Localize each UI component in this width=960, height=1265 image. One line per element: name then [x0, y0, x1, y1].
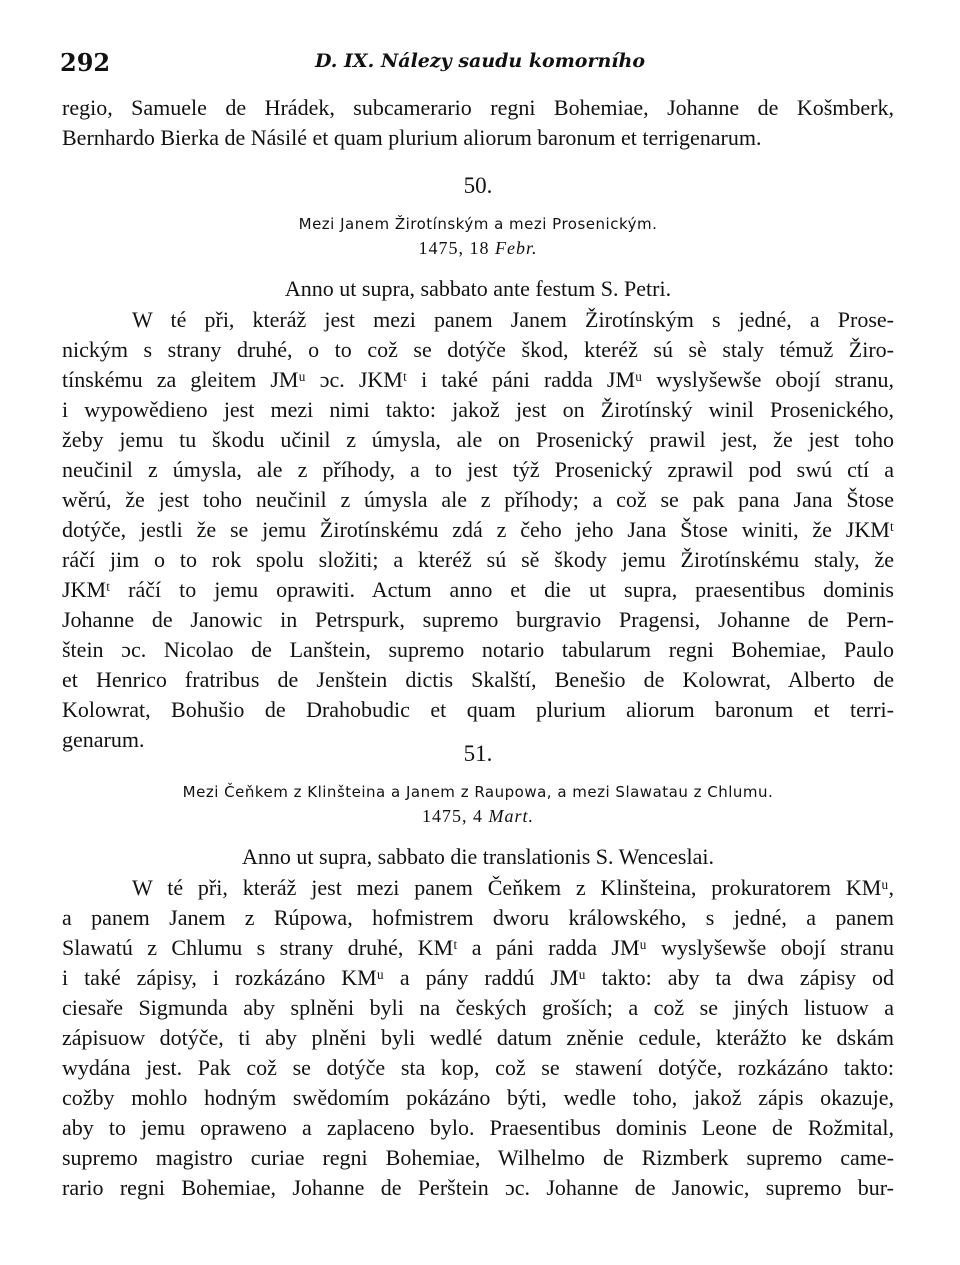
date-year: 1475, 18	[418, 238, 490, 258]
section-rubric: Mezi Čeňkem z Klinšteina a Janem z Raupowa, a mezi Slawatau z Chlumu.	[182, 783, 774, 801]
section-number: 51.	[463, 741, 493, 766]
text-line: cožby mohlo hodným swědomím pokázáno býti, wedle toho, jakož zápis okazuje,	[62, 1085, 894, 1110]
text-line: aby to jemu oprawеno a zaplaceno bylo. Praesentibus dominis Leone de Rožmital,	[62, 1115, 894, 1140]
date-year: 1475, 4	[422, 806, 483, 826]
text-line: genarum.	[62, 727, 145, 752]
text-line: nickým s strany druhé, o to což se dotýče škod, kteréž sú sè staly témuž Žiro-	[62, 337, 894, 362]
text-line: ciesaře Sigmunda aby splněni byli na českých groších; a což se jiných listuow a	[62, 995, 894, 1020]
text-line: Kolowrat, Bohušio de Drahobudic et quam plurium aliorum baronum et terri-	[62, 697, 894, 722]
text-line: Slawatú z Chlumu s strany druhé, KMᵗ a páni radda JMᵘ wyslyšewše obojí stranu	[62, 935, 894, 960]
text-line: supremo magistro curiae regni Bohemiae, Wilhelmo de Rizmberk supremo came-	[62, 1145, 894, 1170]
text-line: JKMᵗ ráčí to jemu oprawiti. Actum anno et die ut supra, praesentibus dominis	[62, 577, 894, 602]
section-date	[62, 234, 894, 262]
text-line: i wypowědieno jest mezi nimi takto: jakož jest on Žirotínský winil Prosenického,	[62, 397, 894, 422]
section-number: 50.	[463, 173, 493, 198]
section-subtitle: Anno ut supra, sabbato ante festum S. Petri.	[284, 276, 672, 301]
page-header	[60, 48, 900, 78]
section-subtitle: Anno ut supra, sabbato die translationis S. Wenceslai.	[242, 844, 714, 869]
page-number: 292	[60, 48, 111, 77]
text-line: wydána jest. Pak což se dotýče sta kop, což se stawení dotýče, rozkázáno takto:	[62, 1055, 894, 1080]
date-month: Mart.	[488, 806, 534, 826]
text-line: Johanne de Janowic in Petrspurk, supremo burgravio Pragensi, Johanne de Pern-	[62, 607, 894, 632]
text-line: W té při, kteráž jest mezi panem Čeňkem z Klinšteina, prokuratorem KMᵘ,	[132, 875, 894, 900]
section-rubric: Mezi Janem Žirotínským a mezi Prosenickým.	[298, 215, 658, 233]
text-line: regio, Samuele de Hrádek, subcamerario regni Bohemiae, Johanne de Košmberk,	[62, 95, 894, 120]
text-line: ráčí jim o to rok spolu složiti; a kteréž sú sě škody jemu Žirotínskému staly, že	[62, 547, 894, 572]
text-line: i také zápisy, i rozkázáno KMᵘ a pány raddú JMᵘ takto: aby ta dwa zápisy od	[62, 965, 894, 990]
text-line: zápisuow dotýče, ti aby plněni byli wedlé datum zněnie cedule, kterážto ke dskám	[62, 1025, 894, 1050]
running-head: D. IX. Nálezy saudu komorního	[315, 50, 645, 72]
text-line: et Henrico fratribus de Jenštein dictis Skalští, Benešio de Kolowrat, Alberto de	[62, 667, 894, 692]
text-line: žeby jemu tu škodu učinil z úmysla, ale on Prosenický prawil jest, že jest toho	[62, 427, 894, 452]
section-date	[62, 802, 894, 830]
date-month: Febr.	[495, 238, 538, 258]
text-line: dotýče, jestli že se jemu Žirotínskému zdá z čeho jeho Jana Štose winiti, že JKMᵗ	[62, 517, 894, 542]
text-line: neučinil z úmysla, ale z příhody, a to jest týž Prosenický zprawil pod swú ctí a	[62, 457, 894, 482]
text-line: a panem Janem z Rúpowa, hofmistrem dworu králowského, s jedné, a panem	[62, 905, 894, 930]
text-line: rario regni Bohemiae, Johanne de Perštein ɔc. Johanne de Janowic, supremo bur-	[62, 1175, 894, 1200]
text-line: wěrú, že jest toho neučinil z úmysla ale z příhody; a což se pak pana Jana Štose	[62, 487, 894, 512]
text-line: štein ɔc. Nicolao de Lanštein, supremo notario tabularum regni Bohemiae, Paulo	[62, 637, 894, 662]
text-line: tínskému za gleitem JMᵘ ɔc. JKMᵗ i také páni radda JMᵘ wyslyšewše obojí stranu,	[62, 367, 894, 392]
text-line: W té při, kteráž jest mezi panem Janem Žirotínským s jedné, a Prose-	[132, 307, 894, 332]
text-line: Bernhardo Bierka de Násilé et quam plurium aliorum baronum et terrigenarum.	[62, 125, 762, 150]
